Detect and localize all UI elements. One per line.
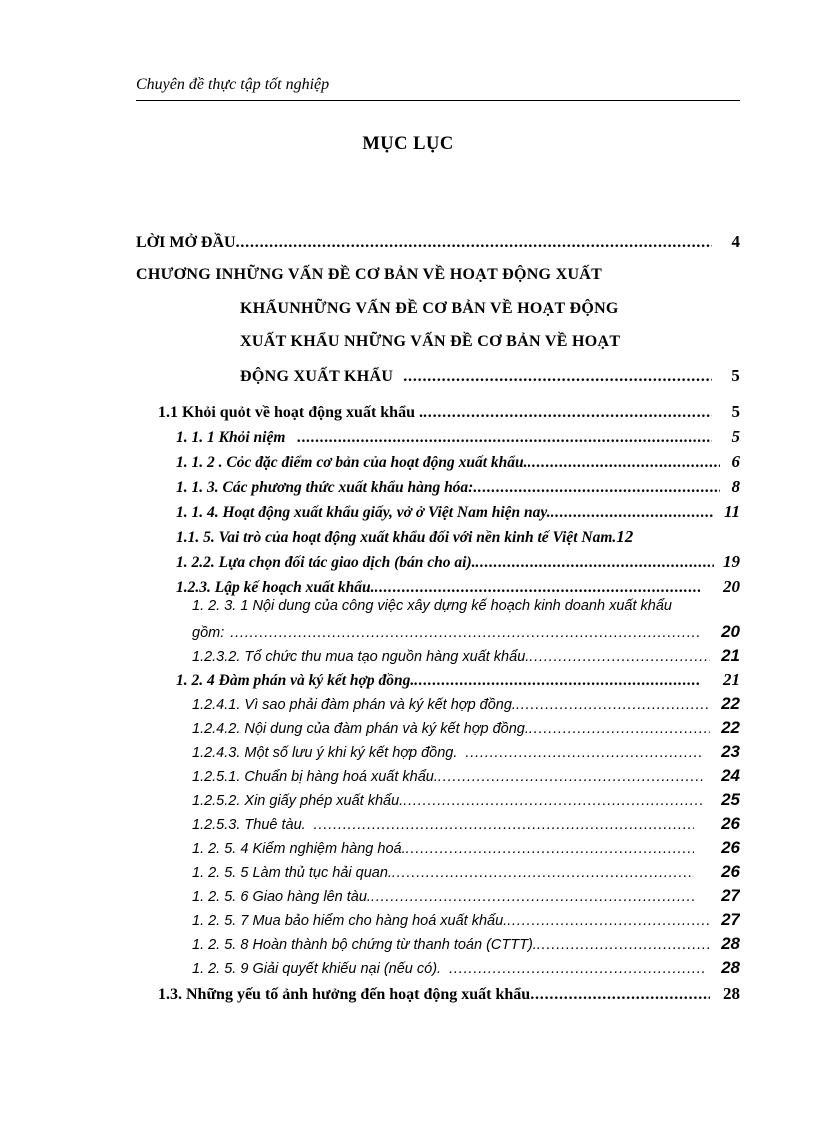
dot-leader: [529, 649, 710, 665]
toc-entry[interactable]: [192, 694, 740, 714]
dot-leader: [551, 504, 714, 522]
toc-entry-page: 11: [723, 502, 740, 521]
toc-entry[interactable]: [192, 622, 740, 642]
page-header: [136, 76, 740, 101]
toc-entry-label: 1.2.5.2. Xin giấy phép xuất khẩu.: [192, 793, 404, 809]
toc-entry[interactable]: [192, 790, 740, 810]
chapter-heading-line-4[interactable]: [240, 366, 740, 386]
toc-entry-label: 1.3. Những yếu tố ảnh hưởng đến hoạt động xuất khẩu: [158, 986, 531, 1003]
toc-entry-label: 1. 2. 5. 4 Kiểm nghiệm hàng hoá.: [192, 841, 406, 857]
toc-entry-page: 28: [721, 958, 740, 977]
toc-entry-page: 26: [721, 862, 740, 881]
dot-leader: [438, 769, 704, 785]
toc-entry-page: 4: [731, 232, 740, 251]
dot-leader: [236, 234, 712, 252]
chapter-heading-line-3[interactable]: XUẤT KHẨU NHỮNG VẤN ĐỀ CƠ BẢN VỀ HOẠT: [240, 333, 621, 350]
dot-leader: [314, 817, 694, 833]
dot-leader: [406, 841, 694, 857]
toc-entry[interactable]: [192, 814, 740, 834]
dot-leader: [414, 672, 700, 690]
toc-entry-label: 1.2.4.2. Nội dung của đàm phán và ký kết hợp đồng.: [192, 721, 529, 737]
toc-entry[interactable]: [176, 670, 740, 690]
toc-entry-page: 19: [723, 552, 740, 571]
dot-leader: [475, 554, 714, 572]
dot-leader: [528, 454, 721, 472]
toc-entry-page: 24: [721, 766, 740, 785]
toc-entry-page: 25: [721, 790, 740, 809]
toc-entry-label: gồm:: [192, 625, 225, 641]
toc-entry-page: 5: [731, 427, 740, 446]
toc-entry-label: 1.2.5.3. Thuê tàu.: [192, 817, 306, 833]
toc-entry[interactable]: [158, 984, 740, 1004]
toc-entry[interactable]: [192, 742, 740, 762]
toc-entry-label: 1.2.5.1. Chuẩn bị hàng hoá xuất khẩu.: [192, 769, 438, 785]
toc-entry-page: 27: [721, 886, 740, 905]
toc-entry-label: 1.2.4.1. Vì sao phải đàm phán và ký kết hợp đồng.: [192, 697, 516, 713]
toc-entry-label: 1.1 Khỏi quỏt về hoạt động xuất khẩu .: [158, 404, 423, 421]
dot-leader: [473, 479, 720, 497]
toc-entry-intro[interactable]: [136, 232, 740, 252]
toc-entry-label: 1. 1. 3. Các phương thức xuất khẩu hàng hóa:: [176, 479, 474, 496]
toc-entry-label: 1. 2. 5. 8 Hoàn thành bộ chứng từ thanh toán (CTTT).: [192, 937, 537, 953]
toc-entry[interactable]: [176, 477, 740, 497]
toc-entry-page: 22: [721, 718, 740, 737]
toc-entry[interactable]: [192, 718, 740, 738]
toc-entry[interactable]: [192, 838, 740, 858]
dot-leader: [375, 579, 700, 597]
toc-entry[interactable]: [176, 577, 740, 597]
dot-leader: [465, 745, 704, 761]
toc-entry-label: 1. 2. 4 Đàm phán và ký kết hợp đồng.: [176, 672, 415, 689]
toc-entry-page: 5: [731, 366, 740, 385]
toc-entry-line-1[interactable]: 1. 2. 3. 1 Nội dung của công việc xây dựng kế hoạch kinh doanh xuất khẩu: [192, 598, 672, 614]
toc-entry-label: 1. 1. 1 Khỏi niệm: [176, 429, 286, 446]
dot-leader: [423, 404, 712, 422]
dot-leader: [507, 913, 710, 929]
dot-leader: [371, 889, 694, 905]
chapter-heading-line-1[interactable]: CHƯƠNG INHỮNG VẤN ĐỀ CƠ BẢN VỀ HOẠT ĐỘNG XUẤT: [136, 266, 603, 283]
toc-entry-label: 1. 2. 5. 6 Giao hàng lên tàu.: [192, 889, 371, 905]
toc-entry[interactable]: [192, 934, 740, 954]
toc-entry-page: 20: [723, 577, 740, 596]
toc-entry[interactable]: [192, 910, 740, 930]
toc-entry[interactable]: [176, 427, 740, 447]
toc-entry-page: 26: [721, 838, 740, 857]
dot-leader: [297, 429, 712, 447]
toc-entry-label: 1. 1. 4. Hoạt động xuất khẩu giấy, vở ở Việt Nam hiện nay.: [176, 504, 551, 521]
toc-entry-page: 26: [721, 814, 740, 833]
page-title: MỤC LỤC: [362, 134, 454, 154]
toc-entry[interactable]: [176, 502, 740, 522]
dot-leader: [403, 368, 712, 386]
toc-entry[interactable]: [176, 452, 740, 472]
toc-entry-page: 21: [723, 670, 740, 689]
toc-entry-label: 1.1. 5. Vai trò của hoạt động xuất khẩu đối với nền kinh tế Việt Nam.: [176, 529, 617, 546]
toc-entry[interactable]: [176, 552, 740, 572]
dot-leader: [537, 937, 710, 953]
toc-entry-label: 1. 2. 5. 5 Làm thủ tục hải quan.: [192, 865, 392, 881]
toc-entry-label: 1. 2. 5. 9 Giải quyết khiếu nại (nếu có).: [192, 961, 442, 977]
toc-entry-page: 22: [721, 694, 740, 713]
toc-entry-label: ĐỘNG XUẤT KHẨU: [240, 368, 394, 385]
dot-leader: [449, 961, 704, 977]
dot-leader: [392, 865, 694, 881]
dot-leader: [516, 697, 710, 713]
toc-entry[interactable]: [192, 958, 740, 978]
toc-entry-page: 8: [731, 477, 740, 496]
toc-entry[interactable]: [192, 646, 740, 666]
toc-entry-page: 12: [616, 527, 634, 546]
toc-entry-page: 28: [721, 934, 740, 953]
header-text: Chuyên đề thực tập tốt nghiệp: [136, 76, 330, 93]
toc-entry-page: 27: [721, 910, 740, 929]
toc-entry-label: 1. 1. 2 . Cỏc đặc điểm cơ bản của hoạt động xuất khẩu.: [176, 454, 528, 471]
toc-entry-page: 23: [721, 742, 740, 761]
toc-entry[interactable]: [192, 886, 740, 906]
toc-entry-label: 1.2.4.3. Một số lưu ý khi ký kết hợp đồng.: [192, 745, 458, 761]
toc-entry[interactable]: [192, 862, 740, 882]
toc-entry[interactable]: [192, 766, 740, 786]
dot-leader: [530, 986, 710, 1004]
toc-entry-page: 21: [721, 646, 740, 665]
dot-leader: [403, 793, 704, 809]
toc-entry-page: 28: [723, 984, 740, 1003]
toc-entry-label: LỜI MỞ ĐẦU: [136, 234, 236, 251]
dot-leader: [230, 625, 700, 641]
toc-entry[interactable]: [176, 527, 746, 547]
toc-entry-label: 1.2.3.2. Tổ chức thu mua tạo nguồn hàng xuất khẩu.: [192, 649, 530, 665]
dot-leader: [529, 721, 710, 737]
chapter-heading-line-2[interactable]: KHẨUNHỮNG VẤN ĐỀ CƠ BẢN VỀ HOẠT ĐỘNG: [240, 300, 619, 317]
toc-entry-page: 20: [721, 622, 740, 641]
toc-entry-label: 1. 2. 5. 7 Mua bảo hiểm cho hàng hoá xuất khẩu.: [192, 913, 508, 929]
toc-entry-page: 6: [731, 452, 740, 471]
toc-entry-label: 1.2.3. Lập kế hoạch xuất khẩu.: [176, 579, 375, 596]
toc-entry[interactable]: [158, 402, 740, 422]
toc-entry-label: 1. 2.2. Lựa chọn đối tác giao dịch (bán cho ai).: [176, 554, 476, 571]
toc-entry-page: 5: [731, 402, 740, 421]
